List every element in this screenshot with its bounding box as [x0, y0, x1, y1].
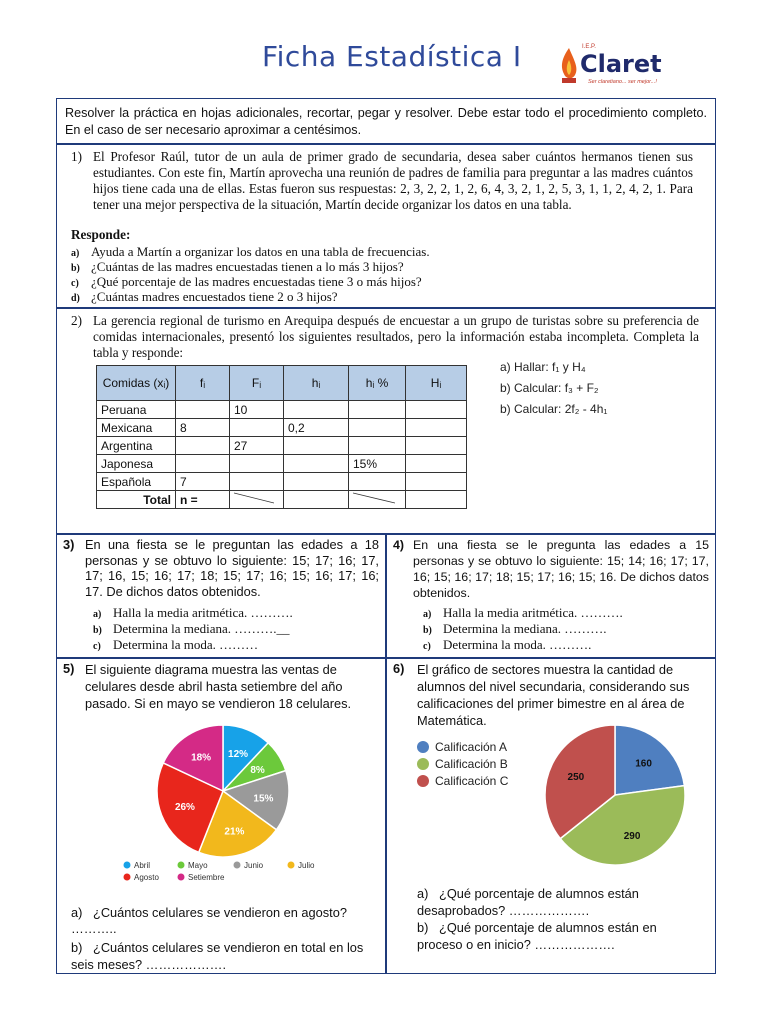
legend-dot [178, 874, 185, 881]
legend-dot [288, 862, 295, 869]
list-item: b) Determina la mediana. ……….__ [93, 621, 290, 636]
q6-text: El gráfico de sectores muestra la cantidad de alumnos del nivel secundaria, considerando sus calificaciones del primer bimestre en al área de Matemática. [417, 662, 690, 728]
cell [406, 437, 467, 455]
q4-number: 4) [393, 538, 405, 552]
list-item: b) Determina la mediana. ………. [423, 621, 607, 636]
q1-responde: Responde: [71, 227, 131, 242]
legend-dot [178, 862, 185, 869]
claret-logo [558, 44, 674, 90]
legend-dot [417, 758, 429, 770]
page-title: Ficha Estadística I [262, 40, 522, 73]
q5-number: 5) [63, 661, 75, 676]
cell [284, 473, 349, 491]
q1-number: 1) [71, 149, 82, 164]
legend-label: Abril [134, 861, 151, 870]
cell [284, 455, 349, 473]
cell: 10 [230, 401, 284, 419]
q2-side-a: a) Hallar: f₁ y H₄ [500, 360, 586, 374]
cell [349, 419, 406, 437]
cell: Japonesa [97, 455, 176, 473]
q3-text: En una fiesta se le preguntan las edades a 18 personas y se obtuvo lo siguiente: 15; 17; 16; 17, 17; 16, 15; 16; 17; 18; 15; 17; 16; 15; 16; 17; 16; 17. De dichos datos obtenidos. [85, 537, 379, 599]
legend-label: Agosto [134, 873, 159, 882]
table-row [97, 419, 467, 437]
pie-label: 12% [228, 748, 249, 760]
pie-label: 8% [250, 765, 265, 777]
list-item: b) ¿Qué porcentaje de alumnos están en proceso o en inicio? ………………. [417, 920, 657, 952]
cell [349, 401, 406, 419]
header-cell: Fᵢ [230, 366, 284, 401]
flame-icon [558, 46, 580, 86]
cell: 0,2 [284, 419, 349, 437]
total-label: Total [97, 491, 176, 509]
q1-text: El Profesor Raúl, tutor de un aula de primer grado de secundaria, desea saber cuántos hermanos tienen sus estudiantes. Con este fin, Martín aprovecha una reunión de padres de familia para preguntar a las madres cuántos hijos tiene cada una de ellas. Estas fueron sus respuestas: 2, 3, 2, 2, 1, 2, 6, 4, 3, 2, 1, 2, 5, 3, 1, 1, 2, 4, 2, 1. Para tener una mejor perspectiva de la situación, Martín decide organizar los datos en una tabla. [93, 149, 693, 212]
header-cell: fᵢ [176, 366, 230, 401]
table-row [97, 401, 467, 419]
pie-label: 250 [567, 772, 585, 784]
q5-text: El siguiente diagrama muestra las ventas de celulares desde abril hasta setiembre del año pasado. Si en mayo se vendieron 18 celulares. [85, 662, 352, 711]
table-row [97, 455, 467, 473]
table-total-row [97, 491, 467, 509]
legend-label: Setiembre [188, 873, 225, 882]
q2-number: 2) [71, 313, 82, 328]
cell: 27 [230, 437, 284, 455]
cell [176, 455, 230, 473]
cell: 8 [176, 419, 230, 437]
pie-label: 21% [224, 826, 245, 838]
cell [230, 419, 284, 437]
legend-dot [417, 741, 429, 753]
question-1 [56, 144, 716, 308]
header-cell: hᵢ % [349, 366, 406, 401]
list-item: b) ¿Cuántas de las madres encuestadas tienen a lo más 3 hijos? [71, 259, 404, 274]
legend-dot [124, 874, 131, 881]
list-item: a) Halla la media aritmética. ………. [93, 605, 293, 620]
header-cell: Hᵢ [406, 366, 467, 401]
question-6 [386, 658, 716, 974]
logo-text: Claret [580, 50, 662, 78]
list-item: b) ¿Cuántos celulares se vendieron en total en los seis meses? ………………. [71, 940, 364, 972]
cell [230, 491, 284, 509]
logo-tagline: Ser claretiano... ser mejor...! [588, 79, 657, 85]
list-item: c) Determina la moda. ………. [423, 637, 592, 652]
cell [284, 401, 349, 419]
list-item: c) ¿Qué porcentaje de las madres encuestadas tiene 3 o más hijos? [71, 274, 422, 289]
question-5 [56, 658, 386, 974]
legend-dot [124, 862, 131, 869]
pie-label: 15% [253, 793, 274, 805]
header-cell: Comidas (xᵢ) [97, 366, 176, 401]
table-header-row [97, 366, 467, 401]
legend-label: Calificación C [435, 774, 509, 788]
cell [406, 401, 467, 419]
q3-number: 3) [63, 537, 75, 552]
cell [284, 491, 349, 509]
cell [284, 437, 349, 455]
instructions: Resolver la práctica en hojas adicionales, recortar, pegar y resolver. Debe estar todo el procedimiento completo. En el caso de ser necesario aproximar a centésimos. [56, 98, 716, 144]
cell [176, 437, 230, 455]
legend-label: Julio [298, 861, 315, 870]
legend-label: Calificación B [435, 757, 508, 771]
total-n: n = [176, 491, 230, 509]
pie-label: 290 [623, 830, 641, 842]
list-item: c) Determina la moda. ……… [93, 637, 259, 652]
legend-label: Calificación A [435, 740, 508, 754]
cell [406, 473, 467, 491]
list-item: a) ¿Cuántos celulares se vendieron en agosto? ……….. [71, 905, 347, 936]
q2-side-c: b) Calcular: 2f₂ - 4h₁ [500, 402, 608, 416]
list-item: a) Halla la media aritmética. ………. [423, 605, 623, 620]
pie-label: 26% [174, 802, 195, 814]
q6-number: 6) [393, 661, 405, 676]
list-item: d) ¿Cuántas madres encuestados tiene 2 o 3 hijos? [71, 289, 338, 304]
cell: 15% [349, 455, 406, 473]
q2-side-b: b) Calcular: f₃ + F₂ [500, 381, 599, 395]
question-4 [386, 534, 716, 658]
grades-pie-chart [393, 725, 711, 875]
legend-label: Mayo [188, 861, 208, 870]
pie-label: 18% [191, 752, 212, 764]
q4-text: En una fiesta se le pregunta las edades a 15 personas y se obtuvo lo siguiente: 15; 14; 16; 17; 17, 16; 15; 16; 17; 18; 15; 17; 16; 15; 16. De dichos datos obtenidos. [413, 538, 709, 600]
cell: Española [97, 473, 176, 491]
header-cell: hᵢ [284, 366, 349, 401]
legend-label: Junio [244, 861, 264, 870]
cell [349, 437, 406, 455]
pie-label: 160 [635, 758, 652, 770]
q2-text: La gerencia regional de turismo en Arequipa después de encuestar a un grupo de turistas sobre su preferencia de comidas internacionales, presentó los siguientes resultados, pero la información estaba incompleta. Completa la tabla y responde: [93, 313, 699, 360]
cell [406, 455, 467, 473]
cell [230, 455, 284, 473]
table-row [97, 473, 467, 491]
table-row [97, 437, 467, 455]
frequency-table [96, 365, 467, 509]
list-item: a) ¿Qué porcentaje de alumnos están desaprobados? ………………. [417, 886, 639, 918]
cell [349, 473, 406, 491]
cell: Peruana [97, 401, 176, 419]
cell [349, 491, 406, 509]
cell [406, 419, 467, 437]
cell: 7 [176, 473, 230, 491]
cell [406, 491, 467, 509]
question-3 [56, 534, 386, 658]
cell: Argentina [97, 437, 176, 455]
legend-dot [417, 775, 429, 787]
sales-pie-chart [113, 723, 333, 893]
cell: Mexicana [97, 419, 176, 437]
cell [230, 473, 284, 491]
legend-dot [234, 862, 241, 869]
logo-small-text: I.E.P. [582, 44, 596, 50]
list-item: a) Ayuda a Martín a organizar los datos en una tabla de frecuencias. [71, 244, 430, 259]
cell [176, 401, 230, 419]
